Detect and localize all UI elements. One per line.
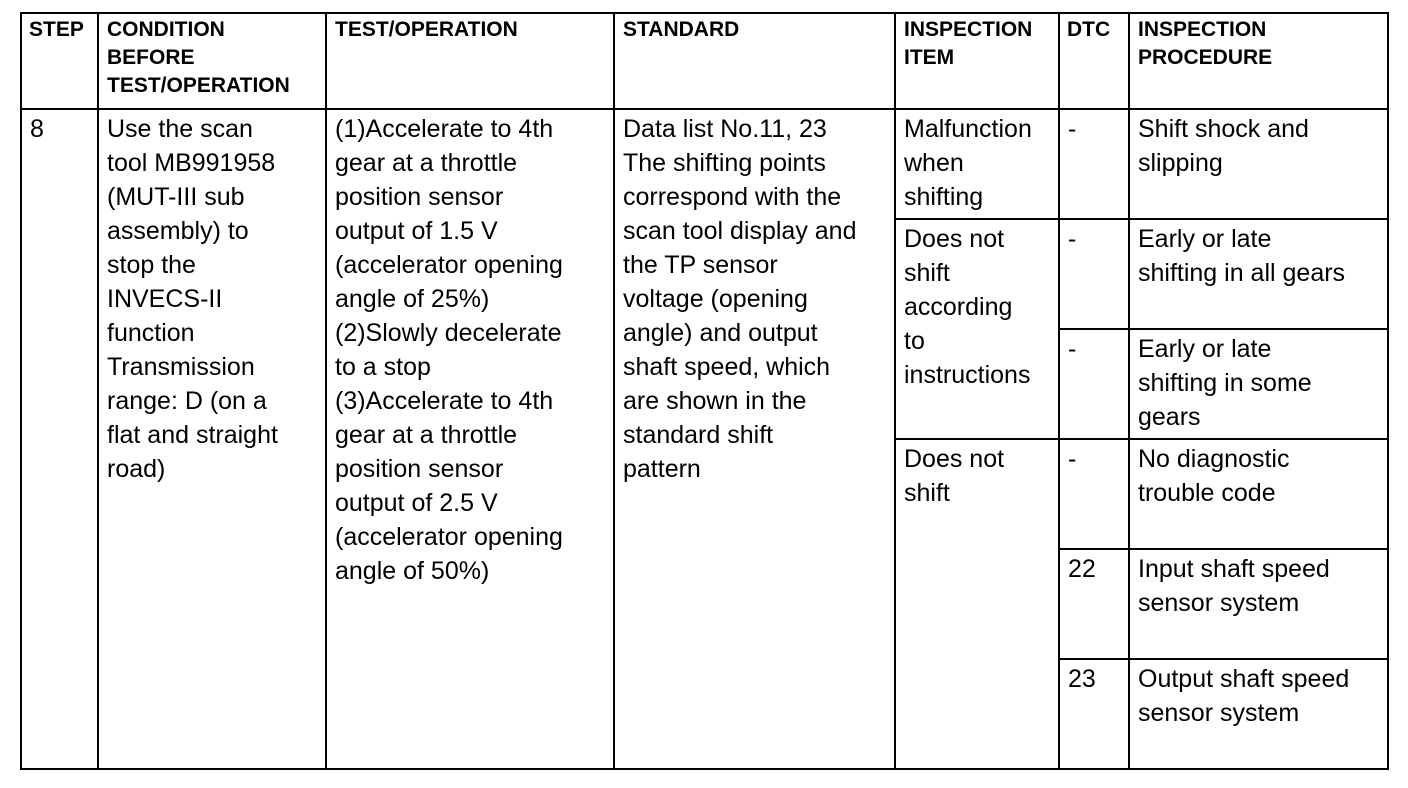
text-line: PROCEDURE [1138, 46, 1273, 69]
text-line: Early or late [1138, 225, 1272, 253]
text-line: INSPECTION [904, 18, 1033, 41]
procedure-cell [1129, 549, 1388, 659]
inspection-table [20, 12, 1389, 770]
text-line: sensor system [1138, 699, 1300, 727]
procedure-cell [1129, 329, 1388, 439]
condition-cell [98, 109, 326, 769]
procedure-cell [1129, 439, 1388, 549]
header-row [21, 13, 1388, 109]
text-line: 8 [30, 115, 44, 143]
text-line: to a stop [335, 353, 431, 381]
text-line: position sensor [335, 183, 504, 211]
table-row [21, 109, 1388, 219]
dtc-cell [1059, 659, 1129, 769]
text-line: STEP [29, 18, 84, 41]
text-line: gear at a throttle [335, 149, 518, 177]
text-line: to [904, 327, 925, 355]
text-line: 22 [1068, 555, 1096, 583]
text-line: Shift shock and [1138, 115, 1309, 143]
text-line: Data list No.11, 23 [623, 115, 827, 143]
text-line: are shown in the [623, 387, 807, 415]
text-line: (accelerator opening [335, 523, 563, 551]
text-line: function [107, 319, 195, 347]
text-line: INVECS-II [107, 285, 223, 313]
text-line: range: D (on a [107, 387, 267, 415]
text-line: The shifting points [623, 149, 826, 177]
inspection-item-cell [895, 439, 1059, 769]
procedure-cell [1129, 219, 1388, 329]
text-line: trouble code [1138, 479, 1276, 507]
text-line: Malfunction [904, 115, 1032, 143]
text-line: gears [1138, 403, 1201, 431]
dtc-cell [1059, 219, 1129, 329]
header-dtc [1059, 13, 1129, 109]
text-line: position sensor [335, 455, 504, 483]
text-line: angle of 25%) [335, 285, 490, 313]
text-line: TEST/OPERATION [107, 74, 290, 97]
text-line: shaft speed, which [623, 353, 831, 381]
inspection-item-cell [895, 109, 1059, 219]
text-line: flat and straight [107, 421, 278, 449]
text-line: pattern [623, 455, 701, 483]
text-line: - [1068, 225, 1077, 253]
text-line: standard shift [623, 421, 774, 449]
text-line: stop the [107, 251, 196, 279]
text-line: 23 [1068, 665, 1096, 693]
text-line: - [1068, 335, 1077, 363]
dtc-cell [1059, 439, 1129, 549]
text-line: road) [107, 455, 166, 483]
text-line: No diagnostic [1138, 445, 1290, 473]
dtc-cell [1059, 109, 1129, 219]
header-step [21, 13, 98, 109]
dtc-cell [1059, 549, 1129, 659]
header-standard [614, 13, 895, 109]
text-line: output of 2.5 V [335, 489, 498, 517]
text-line: shift [904, 259, 950, 287]
header-condition [98, 13, 326, 109]
header-inspection-item [895, 13, 1059, 109]
test-operation-cell [326, 109, 614, 769]
text-line: angle of 50%) [335, 557, 490, 585]
text-line: Early or late [1138, 335, 1272, 363]
text-line: shifting in some [1138, 369, 1312, 397]
text-line: DTC [1067, 18, 1111, 41]
header-test-operation [326, 13, 614, 109]
text-line: shift [904, 479, 950, 507]
text-line: correspond with the [623, 183, 842, 211]
dtc-cell [1059, 329, 1129, 439]
text-line: BEFORE [107, 46, 195, 69]
text-line: Does not [904, 225, 1005, 253]
standard-cell [614, 109, 895, 769]
text-line: shifting [904, 183, 984, 211]
text-line: assembly) to [107, 217, 249, 245]
text-line: Output shaft speed [1138, 665, 1350, 693]
text-line: shifting in all gears [1138, 259, 1346, 287]
text-line: Input shaft speed [1138, 555, 1330, 583]
text-line: (2)Slowly decelerate [335, 319, 562, 347]
text-line: Does not [904, 445, 1005, 473]
procedure-cell [1129, 659, 1388, 769]
header-inspection-procedure [1129, 13, 1388, 109]
text-line: instructions [904, 361, 1031, 389]
text-line: Use the scan [107, 115, 253, 143]
text-line: the TP sensor [623, 251, 778, 279]
text-line: scan tool display and [623, 217, 857, 245]
text-line: when [904, 149, 964, 177]
text-line: INSPECTION [1138, 18, 1267, 41]
text-line: - [1068, 115, 1077, 143]
text-line: tool MB991958 [107, 149, 276, 177]
text-line: (MUT-III sub [107, 183, 245, 211]
text-line: angle) and output [623, 319, 818, 347]
text-line: according [904, 293, 1013, 321]
inspection-item-cell [895, 219, 1059, 439]
text-line: (3)Accelerate to 4th [335, 387, 554, 415]
text-line: ITEM [904, 46, 955, 69]
text-line: output of 1.5 V [335, 217, 498, 245]
text-line: TEST/OPERATION [335, 18, 518, 41]
text-line: sensor system [1138, 589, 1300, 617]
text-line: - [1068, 445, 1077, 473]
text-line: gear at a throttle [335, 421, 518, 449]
text-line: CONDITION [107, 18, 225, 41]
text-line: STANDARD [623, 18, 740, 41]
text-line: (1)Accelerate to 4th [335, 115, 554, 143]
text-line: slipping [1138, 149, 1223, 177]
procedure-cell [1129, 109, 1388, 219]
text-line: voltage (opening [623, 285, 808, 313]
step-cell [21, 109, 98, 769]
text-line: (accelerator opening [335, 251, 563, 279]
text-line: Transmission [107, 353, 255, 381]
